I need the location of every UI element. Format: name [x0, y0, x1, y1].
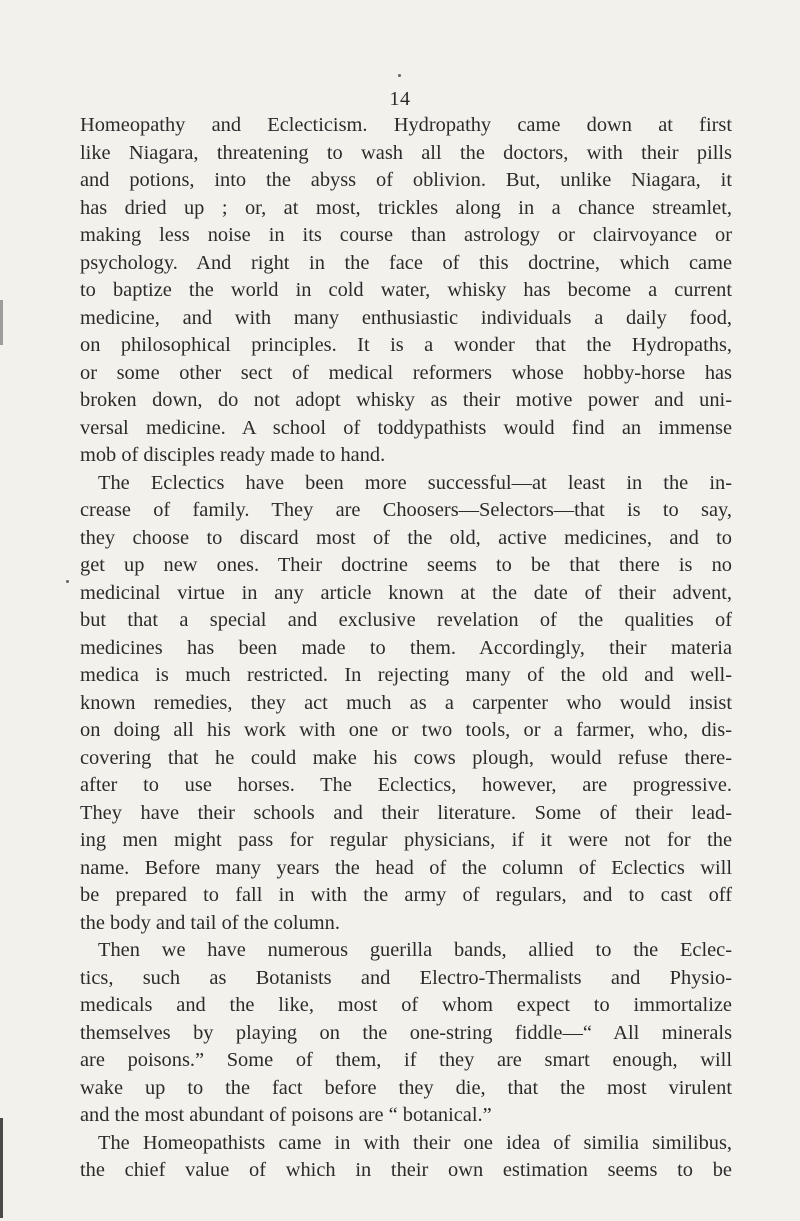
text-line: Then we have numerous guerilla bands, allied to the Eclec-	[98, 939, 732, 961]
text-line: ing men might pass for regular physicians, if it were not for the	[80, 829, 732, 851]
text-line: on doing all his work with one or two tools, or a farmer, who, dis-	[80, 719, 732, 741]
scan-edge-top	[0, 300, 3, 345]
text-line: tics, such as Botanists and Electro-Thermalists and Physio-	[80, 966, 732, 989]
text-line: medicals and the like, most of whom expect to immortalize	[80, 994, 732, 1016]
text-line: or some other sect of medical reformers whose hobby-horse has	[80, 361, 732, 384]
text-line: Homeopathy and Eclecticism. Hydropathy came down at first	[80, 114, 732, 136]
scan-mark	[398, 74, 401, 77]
text-line: themselves by playing on the one-string fiddle—“ All minerals	[80, 1021, 732, 1044]
scan-edge-bottom	[0, 1118, 3, 1218]
text-line: name. Before many years the head of the column of Eclectics will	[80, 856, 732, 879]
text-line: medica is much restricted. In rejecting many of the old and well-	[80, 664, 732, 686]
text-line: be prepared to fall in with the army of regulars, and to cast off	[80, 884, 732, 906]
text-line: The Homeopathists came in with their one idea of similia similibus,	[98, 1131, 732, 1154]
text-line: medicinal virtue in any article known at the date of their advent,	[80, 581, 732, 604]
text-line: psychology. And right in the face of this doctrine, which came	[80, 251, 732, 274]
text-line: crease of family. They are Choosers—Selectors—that is to say,	[80, 499, 732, 521]
text-line: medicine, and with many enthusiastic individuals a daily food,	[80, 306, 732, 329]
text-line: mob of disciples ready made to hand.	[80, 444, 386, 466]
text-line: medicines has been made to them. Accordingly, their materia	[80, 636, 732, 659]
text-line: known remedies, they act much as a carpenter who would insist	[80, 691, 732, 714]
text-line: The Eclectics have been more successful—at least in the in-	[98, 471, 732, 494]
text-line: but that a special and exclusive revelation of the qualities of	[80, 609, 732, 631]
text-line: after to use horses. The Eclectics, however, are progressive.	[80, 774, 732, 796]
text-line: to baptize the world in cold water, whisky has become a current	[80, 279, 732, 301]
text-line: on philosophical principles. It is a wonder that the Hydropaths,	[80, 334, 732, 356]
text-line: and the most abundant of poisons are “ botanical.”	[80, 1104, 492, 1126]
text-line: broken down, do not adopt whisky as their motive power and uni-	[80, 389, 732, 411]
text-line: the body and tail of the column.	[80, 911, 340, 934]
page-number: 14	[389, 88, 411, 110]
text-line: get up new ones. Their doctrine seems to be that there is no	[80, 554, 732, 576]
body-text	[80, 112, 732, 1185]
text-line: They have their schools and their literature. Some of their lead-	[80, 801, 732, 824]
text-line: they choose to discard most of the old, active medicines, and to	[80, 526, 732, 549]
text-line: versal medicine. A school of toddypathists would find an immense	[80, 416, 732, 439]
scan-mark	[66, 580, 69, 583]
text-line: making less noise in its course than astrology or clairvoyance or	[80, 224, 732, 246]
text-line: covering that he could make his cows plough, would refuse there-	[80, 746, 732, 769]
text-line: are poisons.” Some of them, if they are smart enough, will	[80, 1049, 732, 1071]
text-line: the chief value of which in their own estimation seems to be	[80, 1159, 732, 1181]
text-line: and potions, into the abyss of oblivion. But, unlike Niagara, it	[80, 169, 732, 191]
text-line: wake up to the fact before they die, that the most virulent	[80, 1076, 732, 1099]
text-line: has dried up ; or, at most, trickles along in a chance streamlet,	[80, 196, 732, 219]
text-line: like Niagara, threatening to wash all the doctors, with their pills	[80, 141, 732, 164]
